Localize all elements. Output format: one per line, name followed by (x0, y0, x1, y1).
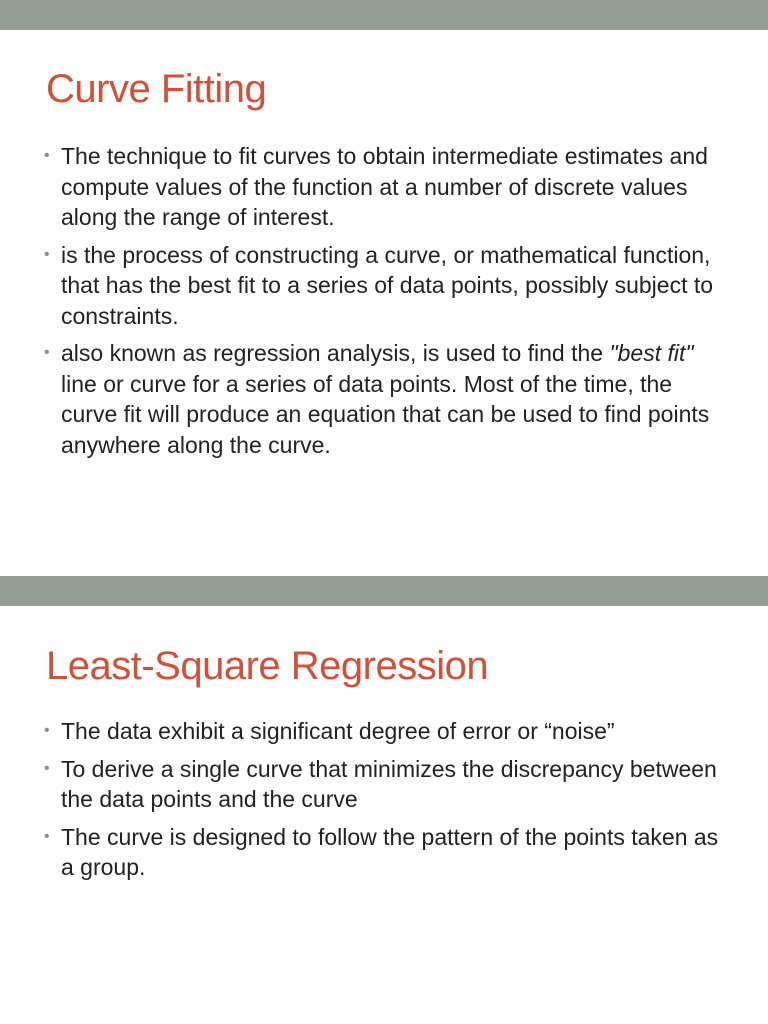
slide-least-square-regression (0, 576, 768, 1024)
bullet-text-before: also known as regression analysis, is used to find the (61, 340, 610, 366)
bullet-icon: • (44, 759, 50, 777)
slide-header-band (0, 0, 768, 30)
bullet-item (44, 338, 734, 460)
slide-title: Curve Fitting (46, 67, 267, 111)
bullet-item (44, 141, 734, 233)
bullet-text: The data exhibit a significant degree of error or “noise” (61, 718, 615, 744)
bullet-icon: • (44, 722, 50, 739)
bullet-icon: • (44, 147, 50, 164)
bullet-text-after: line or curve for a series of data points. Most of the time, the curve fit will produce an equation that can be used to find points anywhere along the curve. (61, 370, 710, 458)
bullet-item (44, 754, 734, 815)
bullet-item (44, 716, 734, 747)
bullet-text: The technique to fit curves to obtain intermediate estimates and compute values of the function at a number of discrete values along the range of interest. (61, 143, 708, 230)
bullet-text: To derive a single curve that minimizes the discrepancy between the data points and the curve (61, 755, 717, 812)
slide-title: Least-Square Regression (46, 644, 489, 688)
bullet-item (44, 240, 734, 332)
slide-header-band (0, 576, 768, 606)
bullet-text-emphasis: "best fit" (609, 340, 694, 366)
bullet-list (44, 141, 734, 467)
bullet-item (44, 822, 734, 883)
bullet-text: is the process of constructing a curve, or mathematical function, that has the best fit to a series of data points, possibly subject to constraints. (61, 241, 714, 329)
bullet-icon: • (44, 344, 50, 361)
bullet-icon: • (44, 827, 50, 845)
bullet-icon: • (44, 245, 50, 263)
bullet-list (44, 716, 734, 890)
bullet-text: The curve is designed to follow the pattern of the points taken as a group. (61, 823, 719, 880)
